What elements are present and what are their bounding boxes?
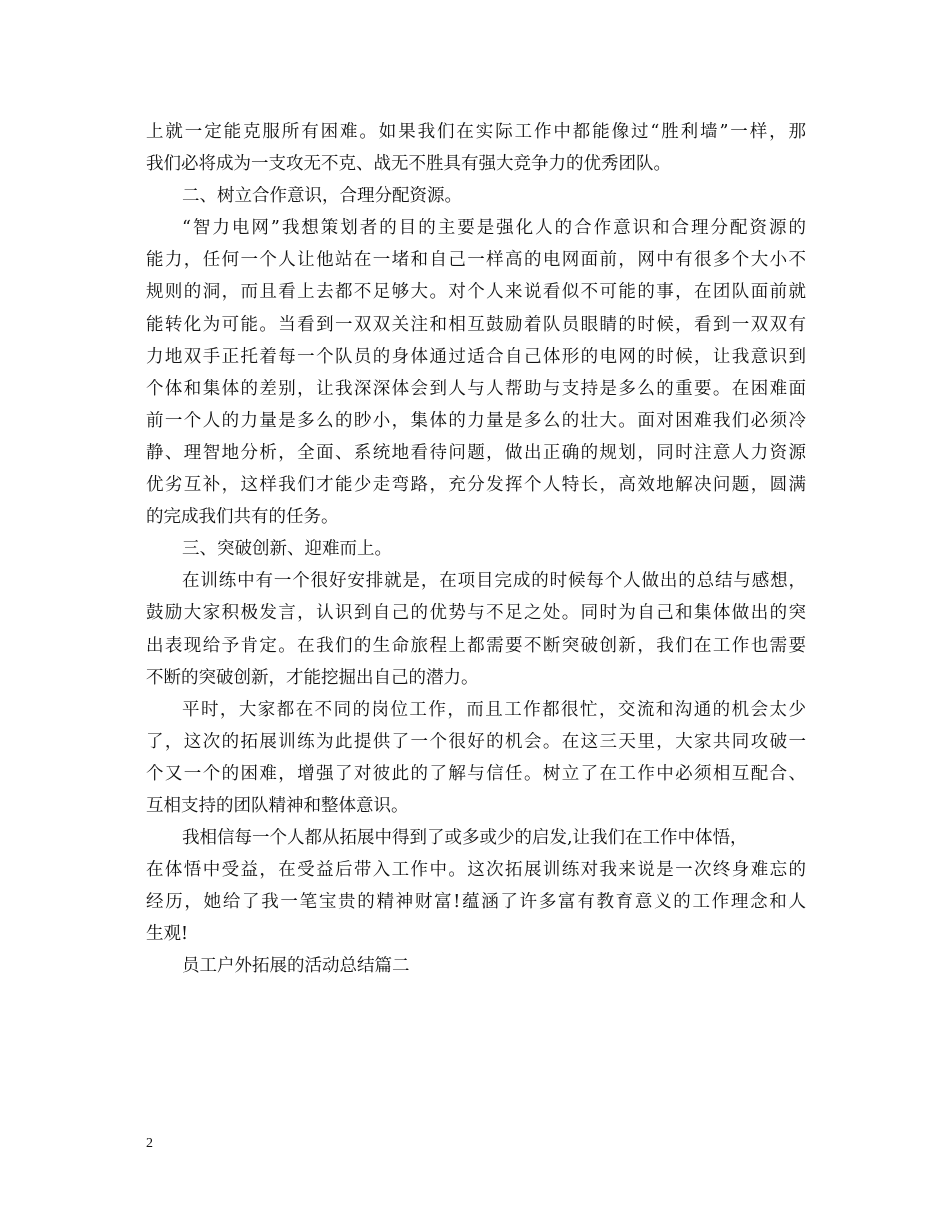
text-line: 个又一个的困难，增强了对彼此的了解与信任。树立了在工作中必须相互配合、 bbox=[146, 763, 806, 784]
section-heading: 二、树立合作意识，合理分配资源。 bbox=[182, 186, 462, 207]
text-line: 我们必将成为一支攻无不克、战无不胜具有强大竞争力的优秀团队。 bbox=[146, 154, 671, 175]
text-line: 经历，她给了我一笔宝贵的精神财富!蕴涵了许多富有教育意义的工作理念和人 bbox=[146, 892, 806, 913]
text-line: “智力电网”我想策划者的目的主要是强化人的合作意识和合理分配资源的 bbox=[182, 218, 806, 239]
text-line: 生观! bbox=[146, 924, 189, 945]
text-line: 优劣互补，这样我们才能少走弯路，充分发挥个人特长，高效地解决问题，圆满 bbox=[146, 475, 806, 496]
text-line: 在训练中有一个很好安排就是，在项目完成的时候每个人做出的总结与感想， bbox=[182, 571, 806, 592]
text-line: 在体悟中受益，在受益后带入工作中。这次拓展训练对我来说是一次终身难忘的 bbox=[146, 860, 806, 881]
section-heading: 三、突破创新、迎难而上。 bbox=[182, 539, 392, 560]
text-line: 个体和集体的差别，让我深深体会到人与人帮助与支持是多么的重要。在困难面 bbox=[146, 378, 806, 399]
text-line: 静、理智地分析，全面、系统地看待问题，做出正确的规划，同时注意人力资源 bbox=[146, 442, 806, 463]
text-line: 平时，大家都在不同的岗位工作，而且工作都很忙，交流和沟通的机会太少 bbox=[182, 699, 806, 720]
text-line: 不断的突破创新，才能挖掘出自己的潜力。 bbox=[146, 667, 479, 688]
text-line: 出表现给予肯定。在我们的生命旅程上都需要不断突破创新，我们在工作也需要 bbox=[146, 635, 806, 656]
text-line: 上就一定能克服所有困难。如果我们在实际工作中都能像过“胜利墙”一样，那 bbox=[146, 122, 806, 142]
text-line: 前一个人的力量是多么的眇小，集体的力量是多么的壮大。面对困难我们必须冷 bbox=[146, 410, 806, 431]
section-heading: 员工户外拓展的活动总结篇二 bbox=[182, 956, 410, 977]
text-line: 我相信每一个人都从拓展中得到了或多或少的启发,让我们在工作中体悟， bbox=[182, 828, 748, 849]
text-line: 了，这次的拓展训练为此提供了一个很好的机会。在这三天里，大家共同攻破一 bbox=[146, 731, 806, 752]
text-line: 鼓励大家积极发言，认识到自己的优势与不足之处。同时为自己和集体做出的突 bbox=[146, 603, 806, 624]
page-number: 2 bbox=[146, 1136, 153, 1151]
text-line: 规则的洞，而且看上去都不足够大。对个人来说看似不可能的事，在团队面前就 bbox=[146, 282, 806, 303]
text-line: 互相支持的团队精神和整体意识。 bbox=[146, 795, 409, 816]
text-line: 力地双手正托着每一个队员的身体通过适合自己体形的电网的时候，让我意识到 bbox=[146, 346, 806, 367]
text-line: 能力，任何一个人让他站在一堵和自己一样高的电网面前，网中有很多个大小不 bbox=[146, 250, 806, 271]
text-line: 能转化为可能。当看到一双双关注和相互鼓励着队员眼睛的时候，看到一双双有 bbox=[146, 314, 806, 335]
document-body bbox=[146, 116, 806, 983]
text-line: 的完成我们共有的任务。 bbox=[146, 507, 339, 528]
